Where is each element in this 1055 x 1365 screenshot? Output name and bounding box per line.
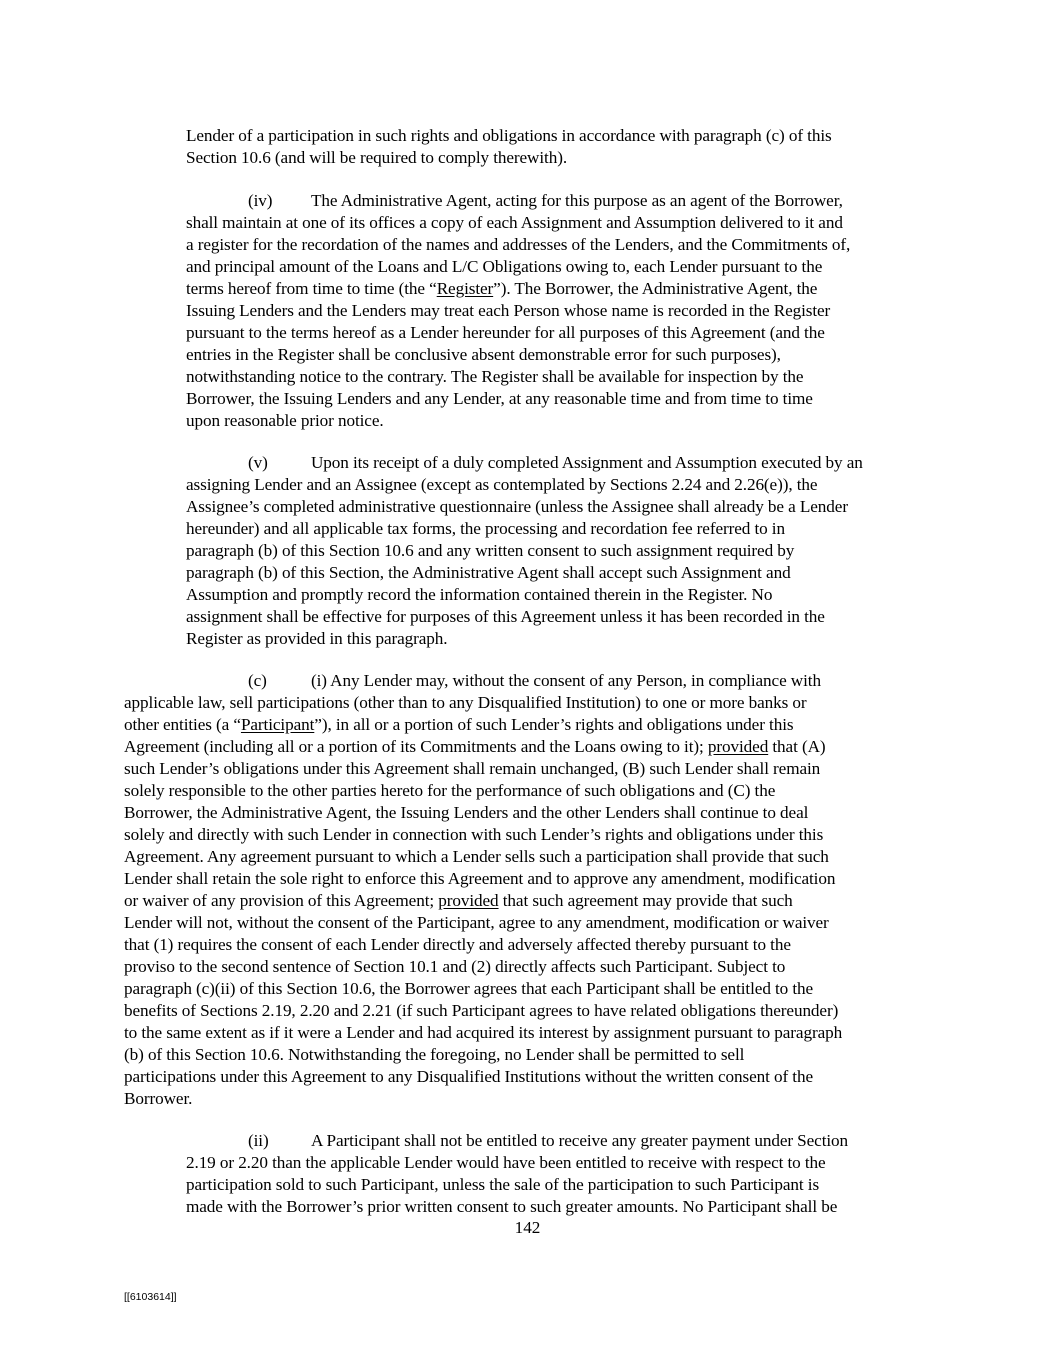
- body-text-line: 2.19 or 2.20 than the applicable Lender would have been entitled to receive with respect to the: [186, 1153, 826, 1172]
- body-text-line: benefits of Sections 2.19, 2.20 and 2.21 (if such Participant agrees to have related obligations thereunder): [124, 1001, 839, 1020]
- body-text-line: assigning Lender and an Assignee (except as contemplated by Sections 2.24 and 2.26(e)), the: [186, 475, 818, 494]
- body-text-line: Borrower, the Issuing Lenders and any Lender, at any reasonable time and from time to time: [186, 389, 813, 408]
- body-text-line: and principal amount of the Loans and L/C Obligations owing to, each Lender pursuant to the: [186, 257, 823, 276]
- text-segment: terms hereof from time to time (the “: [186, 279, 437, 298]
- body-text-line: participation sold to such Participant, unless the sale of the participation to such Participant is: [186, 1175, 820, 1194]
- defined-term-register: Register: [436, 279, 494, 298]
- body-text-line: Section 10.6 (and will be required to comply therewith).: [186, 148, 568, 167]
- body-text-line: Lender of a participation in such rights and obligations in accordance with paragraph (c) of this: [186, 126, 832, 145]
- body-text-line: solely responsible to the other parties hereto for the performance of such obligations and (C) the: [124, 781, 776, 800]
- body-text-line: Issuing Lenders and the Lenders may treat each Person whose name is recorded in the Register: [186, 301, 831, 320]
- defined-term-participant: Participant: [240, 715, 315, 734]
- body-text-line: Lender will not, without the consent of the Participant, agree to any amendment, modification or waiver: [124, 913, 829, 932]
- text-segment: ”). The Borrower, the Administrative Agent, the: [493, 279, 818, 298]
- body-text-line: such Lender’s obligations under this Agreement shall remain unchanged, (B) such Lender shall remain: [124, 759, 821, 778]
- body-text-line: [124, 890, 793, 912]
- body-text-line: [124, 714, 793, 736]
- body-text-line: Borrower, the Administrative Agent, the Issuing Lenders and the other Lenders shall continue to deal: [124, 803, 809, 822]
- body-text-line: paragraph (c)(ii) of this Section 10.6, the Borrower agrees that each Participant shall be entitled to the: [124, 979, 814, 998]
- body-text-line: [124, 736, 826, 758]
- text-segment: ”), in all or a portion of such Lender’s rights and obligations under this: [314, 715, 794, 734]
- body-text-line: to the same extent as if it were a Lender and had acquired its interest by assignment pursuant to paragraph: [124, 1023, 843, 1042]
- body-text-line: notwithstanding notice to the contrary. The Register shall be available for inspection by the: [186, 367, 804, 386]
- body-text-line: paragraph (b) of this Section, the Administrative Agent shall accept such Assignment and: [186, 563, 791, 582]
- body-text-line: applicable law, sell participations (other than to any Disqualified Institution) to one or more banks or: [124, 693, 807, 712]
- body-text-line: Lender shall retain the sole right to enforce this Agreement and to approve any amendment, modification: [124, 869, 836, 888]
- body-text-line: Upon its receipt of a duly completed Assignment and Assumption executed by an: [311, 453, 863, 472]
- body-text-line: pursuant to the terms hereof as a Lender hereunder for all purposes of this Agreement (and the: [186, 323, 825, 342]
- text-segment: or waiver of any provision of this Agreement;: [124, 891, 439, 910]
- body-text-line: [186, 278, 817, 300]
- body-text-line: Assignee’s completed administrative questionnaire (unless the Assignee shall already be a Lender: [186, 497, 848, 516]
- body-text-line: upon reasonable prior notice.: [186, 411, 384, 430]
- page-number: 142: [514, 1218, 541, 1237]
- body-text-line: (b) of this Section 10.6. Notwithstanding the foregoing, no Lender shall be permitted to sell: [124, 1045, 745, 1064]
- body-text-line: that (1) requires the consent of each Lender directly and adversely affected thereby pursuant to the: [124, 935, 791, 954]
- body-text-line: solely and directly with such Lender in connection with such Lender’s rights and obligations under this: [124, 825, 824, 844]
- body-text-line: Agreement. Any agreement pursuant to which a Lender sells such a participation shall provide that such: [124, 847, 829, 866]
- body-text-line: participations under this Agreement to any Disqualified Institutions without the written consent of the: [124, 1067, 813, 1086]
- paragraph-label-v: (v): [248, 453, 268, 472]
- body-text-line: Borrower.: [124, 1089, 193, 1108]
- text-segment: Agreement (including all or a portion of its Commitments and the Loans owing to it);: [124, 737, 708, 756]
- body-text-line: A Participant shall not be entitled to receive any greater payment under Section: [311, 1131, 849, 1150]
- body-text-line: assignment shall be effective for purposes of this Agreement unless it has been recorded in the: [186, 607, 825, 626]
- term-provided: provided: [707, 737, 769, 756]
- body-text-line: shall maintain at one of its offices a copy of each Assignment and Assumption delivered to it and: [186, 213, 843, 232]
- paragraph-label-ii: (ii): [248, 1131, 269, 1150]
- text-segment: other entities (a “: [124, 715, 241, 734]
- text-segment: that such agreement may provide that such: [498, 891, 793, 910]
- body-text-line: entries in the Register shall be conclusive absent demonstrable error for such purposes),: [186, 345, 781, 364]
- paragraph-label-c: (c): [248, 671, 267, 690]
- body-text-line: a register for the recordation of the names and addresses of the Lenders, and the Commitments of,: [186, 235, 851, 254]
- body-text-line: The Administrative Agent, acting for this purpose as an agent of the Borrower,: [311, 191, 843, 210]
- body-text-line: Register as provided in this paragraph.: [186, 629, 448, 648]
- paragraph-label-iv: (iv): [248, 191, 273, 210]
- body-text-line: proviso to the second sentence of Section 10.1 and (2) directly affects such Participant. Subject to: [124, 957, 786, 976]
- body-text-line: (i) Any Lender may, without the consent of any Person, in compliance with: [311, 671, 821, 690]
- body-text-line: paragraph (b) of this Section 10.6 and any written consent to such assignment required by: [186, 541, 795, 560]
- text-segment: that (A): [768, 737, 826, 756]
- body-text-line: Assumption and promptly record the information contained therein in the Register. No: [186, 585, 773, 604]
- term-provided: provided: [438, 891, 499, 910]
- document-id: [[6103614]]: [124, 1291, 177, 1303]
- body-text-line: made with the Borrower’s prior written consent to such greater amounts. No Participant shall be: [186, 1197, 838, 1216]
- body-text-line: hereunder) and all applicable tax forms, the processing and recordation fee referred to in: [186, 519, 785, 538]
